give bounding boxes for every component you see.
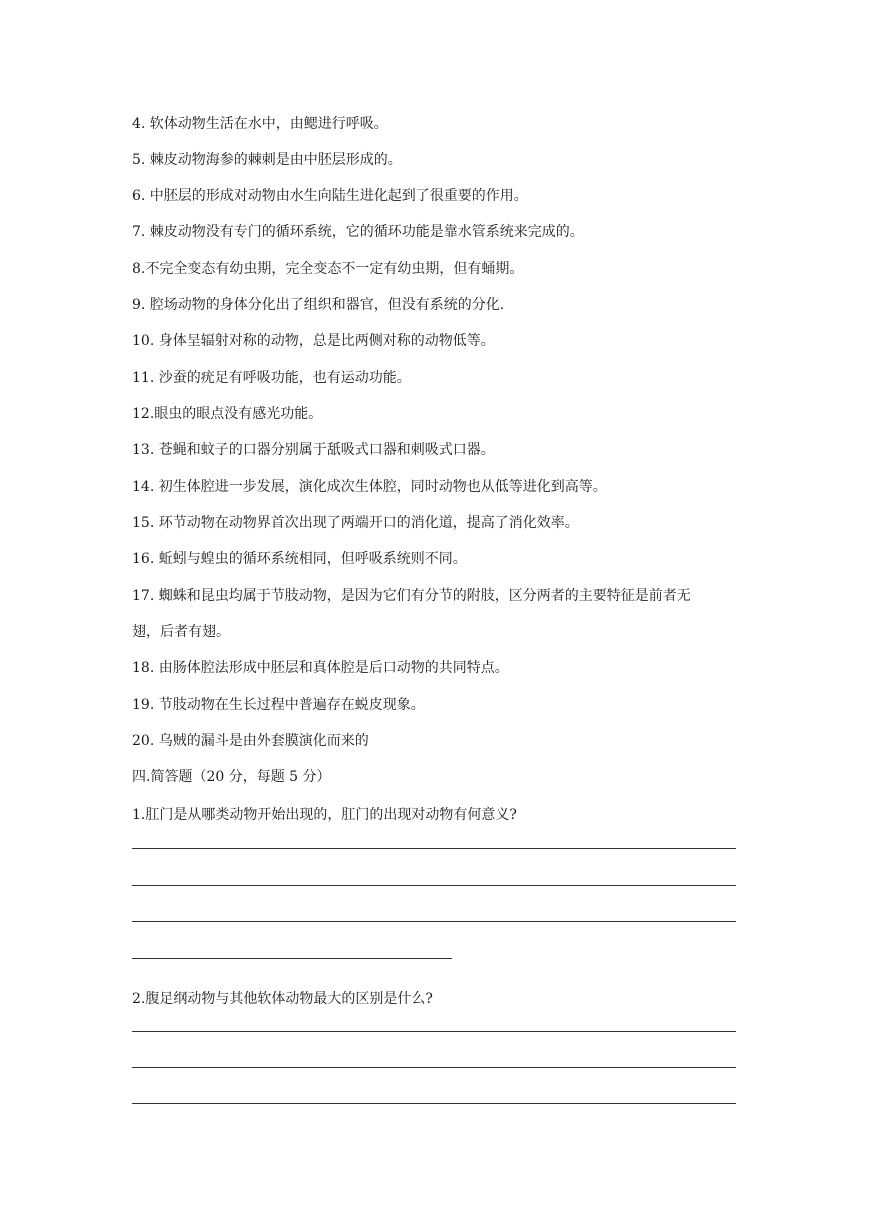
statement-18: 18. 由肠体腔法形成中胚层和真体腔是后口动物的共同特点。 — [132, 660, 509, 676]
answer-line — [132, 848, 736, 849]
statement-9: 9. 腔场动物的身体分化出了组织和器官，但没有系统的分化. — [132, 297, 505, 313]
section-title: 四.简答题（20 分，每题 5 分） — [132, 769, 331, 785]
statement-8: 8.不完全变态有幼虫期，完全变态不一定有幼虫期，但有蛹期。 — [132, 261, 524, 277]
statement-12: 12.眼虫的眼点没有感光功能。 — [132, 406, 323, 422]
statement-17: 17. 蜘蛛和昆虫均属于节肢动物，是因为它们有分节的附肢，区分两者的主要特征是前者无 — [132, 588, 691, 604]
statement-5: 5. 棘皮动物海参的棘刺是由中胚层形成的。 — [132, 152, 402, 168]
statement-16: 16. 蚯蚓与蝗虫的循环系统相同，但呼吸系统则不同。 — [132, 551, 467, 567]
statement-7: 7. 棘皮动物没有专门的循环系统，它的循环功能是靠水管系统来完成的。 — [132, 224, 584, 240]
answer-line — [132, 1103, 736, 1104]
statement-6: 6. 中胚层的形成对动物由水生向陆生进化起到了很重要的作用。 — [132, 188, 528, 204]
answer-line — [132, 1067, 736, 1068]
question-1: 1.肛门是从哪类动物开始出现的，肛门的出现对动物有何意义? — [132, 807, 517, 823]
answer-line — [132, 958, 452, 959]
statement-13: 13. 苍蝇和蚊子的口器分别属于舐吸式口器和刺吸式口器。 — [132, 442, 495, 458]
statement-19: 19. 节肢动物在生长过程中普遍存在蜕皮现象。 — [132, 697, 425, 713]
answer-line — [132, 1031, 736, 1032]
statement-11: 11. 沙蚕的疣足有呼吸功能，也有运动功能。 — [132, 370, 411, 386]
statement-4: 4. 软体动物生活在水中，由鳃进行呼吸。 — [132, 116, 388, 132]
question-2: 2.腹足纲动物与其他软体动物最大的区别是什么? — [132, 991, 433, 1007]
statement-17-continued: 翅，后者有翅。 — [132, 624, 230, 640]
statement-15: 15. 环节动物在动物界首次出现了两端开口的消化道，提高了消化效率。 — [132, 515, 579, 531]
answer-line — [132, 921, 736, 922]
statement-20: 20. 乌贼的漏斗是由外套膜演化而来的 — [132, 733, 369, 749]
statement-14: 14. 初生体腔进一步发展，演化成次生体腔，同时动物也从低等进化到高等。 — [132, 479, 607, 495]
answer-line — [132, 885, 736, 886]
statement-10: 10. 身体呈辐射对称的动物，总是比两侧对称的动物低等。 — [132, 333, 495, 349]
